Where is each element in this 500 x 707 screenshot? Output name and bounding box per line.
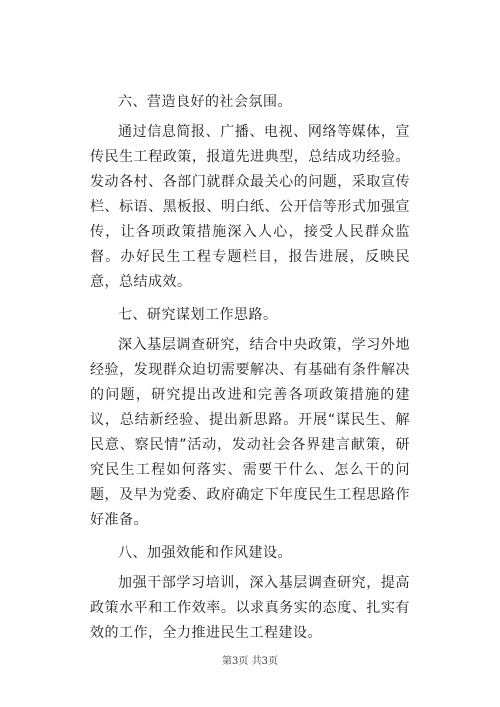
page-number-footer: 第3页 共3页	[222, 656, 278, 667]
section-paragraph: 加强干部学习培训，深入基层调查研究，提高政策水平和工作效率。以求真务实的态度、扎实有效的工作，全力推进民生工程建设。	[90, 575, 410, 641]
section-6	[90, 90, 410, 295]
section-paragraph: 通过信息简报、广播、电视、网络等媒体，宣传民生工程政策，报道先进典型，总结成功经验。发动各村、各部门就群众最关心的问题，采取宣传栏、标语、黑板报、明白纸、公开信等形式加强宣传，让各项政策措施深入人心，接受人民群众监督。办好民生工程专题栏目，报告进展，反映民意，总结成效。	[90, 124, 410, 290]
section-8	[90, 541, 410, 646]
section-paragraph: 深入基层调查研究，结合中央政策，学习外地经验，发现群众迫切需要解决、有基础有条件解决的问题，研究提出改进和完善各项政策措施的建议，总结新经验、提出新思路。开展“谋民生、解民意、察民情”活动，发动社会各界建言献策，研究民生工程如何落实、需要干什么、怎么干的问题，及早为党委、政府确定下年度民生工程思路作好准备。	[90, 337, 410, 528]
section-heading: 八、加强效能和作风建设。	[118, 545, 292, 561]
document-body	[90, 90, 410, 654]
section-heading: 七、研究谋划工作思路。	[118, 307, 278, 323]
section-heading: 六、营造良好的社会氛围。	[118, 94, 292, 110]
section-7	[90, 303, 410, 533]
